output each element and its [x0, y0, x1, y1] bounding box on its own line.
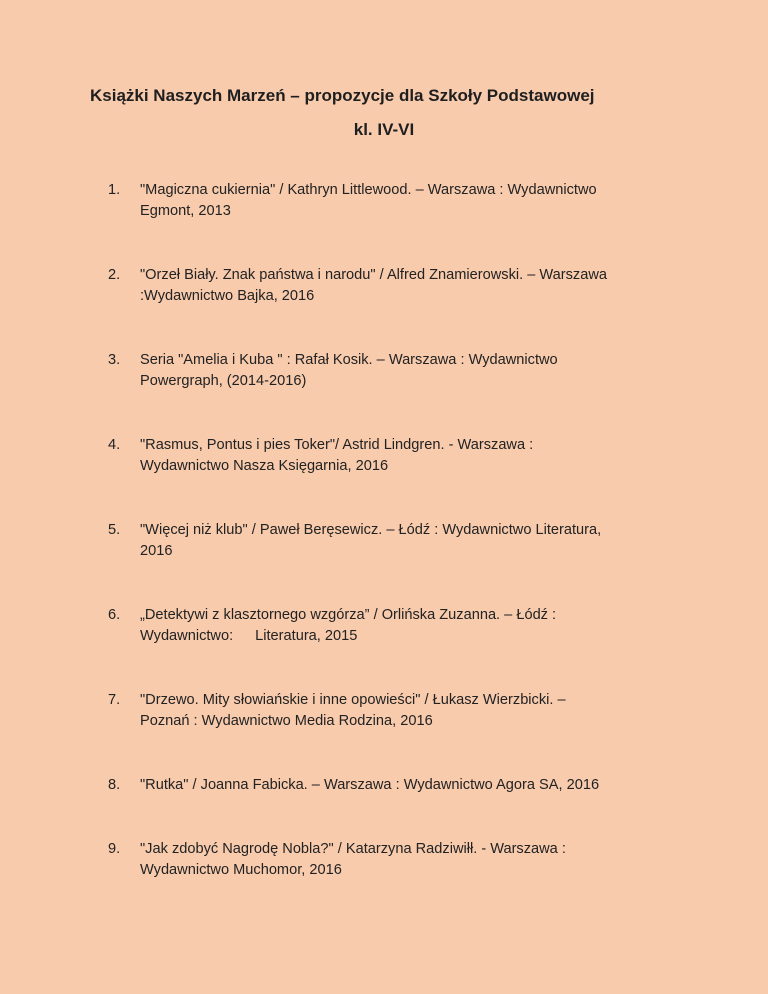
book-item-5	[108, 520, 688, 562]
item-line-2: Powergraph, (2014-2016)	[140, 373, 307, 389]
item-number: 9.	[108, 841, 121, 857]
item-line-1: "Orzeł Biały. Znak państwa i narodu" / Alfred Znamierowski. – Warszawa	[140, 267, 607, 283]
item-line-1: "Rasmus, Pontus i pies Toker"/ Astrid Lindgren. - Warszawa :	[140, 437, 534, 453]
book-item-4	[108, 435, 688, 477]
item-number: 2.	[108, 267, 121, 283]
item-line-2: Wydawnictwo Nasza Księgarnia, 2016	[140, 458, 389, 474]
document-subtitle: kl. IV-VI	[353, 120, 415, 139]
item-line-1: "Drzewo. Mity słowiańskie i inne opowieści" / Łukasz Wierzbicki. –	[140, 692, 566, 708]
item-line-1: Seria "Amelia i Kuba " : Rafał Kosik. – Warszawa : Wydawnictwo	[140, 352, 558, 368]
item-line-2: Poznań : Wydawnictwo Media Rodzina, 2016	[140, 713, 433, 729]
item-number: 4.	[108, 437, 121, 453]
item-line-1: "Więcej niż klub" / Paweł Beręsewicz. – Łódź : Wydawnictwo Literatura,	[140, 522, 602, 538]
item-line-2: Egmont, 2013	[140, 203, 231, 219]
item-number: 8.	[108, 777, 121, 793]
item-number: 1.	[108, 182, 121, 198]
item-line-2	[140, 626, 688, 647]
item-line-1: "Rutka" / Joanna Fabicka. – Warszawa : Wydawnictwo Agora SA, 2016	[140, 777, 600, 793]
document-title: Książki Naszych Marzeń – propozycje dla Szkoły Podstawowej	[90, 86, 595, 105]
book-list	[108, 180, 688, 924]
book-item-7	[108, 690, 688, 732]
item-number: 6.	[108, 607, 121, 623]
book-item-9	[108, 839, 688, 881]
item-number: 5.	[108, 522, 121, 538]
item-line-2-publisher-name: Literatura, 2015	[255, 628, 358, 644]
book-item-6	[108, 605, 688, 647]
item-line-1: „Detektywi z klasztornego wzgórza” / Orlińska Zuzanna. – Łódź :	[140, 607, 557, 623]
book-item-8	[108, 775, 688, 796]
item-line-2: 2016	[140, 543, 173, 559]
item-number: 3.	[108, 352, 121, 368]
book-item-2	[108, 265, 688, 307]
item-line-2-publisher-label: Wydawnictwo:	[140, 628, 234, 644]
item-line-2: Wydawnictwo Muchomor, 2016	[140, 862, 342, 878]
item-line-1: "Jak zdobyć Nagrodę Nobla?" / Katarzyna Radziwiłł. - Warszawa :	[140, 841, 566, 857]
item-line-1: "Magiczna cukiernia" / Kathryn Littlewood. – Warszawa : Wydawnictwo	[140, 182, 597, 198]
item-line-2: :Wydawnictwo Bajka, 2016	[140, 288, 315, 304]
item-number: 7.	[108, 692, 121, 708]
book-item-3	[108, 350, 688, 392]
book-item-1	[108, 180, 688, 222]
